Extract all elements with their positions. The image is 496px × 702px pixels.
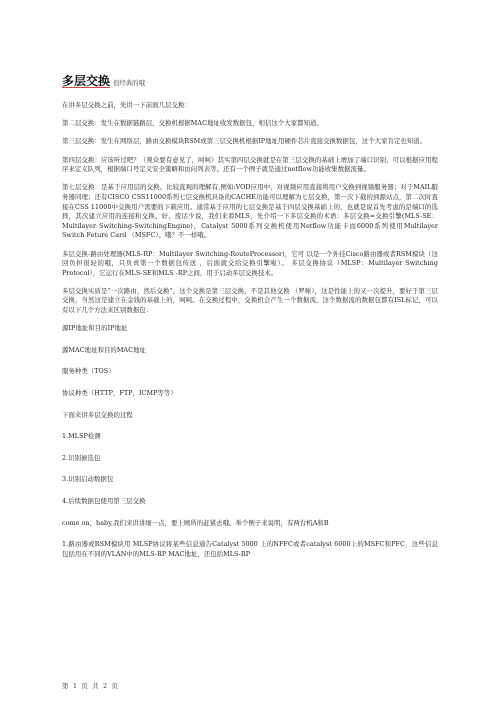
- document-title: 多层交换: [62, 74, 111, 88]
- list-item-src-dst-ip: 源IP地址和目的IP地址: [62, 324, 128, 333]
- paragraph-come-on: come on，baby,我们来讲讲细一点，要上厕所的赶紧去哦。举个例子来说明，有两台机A和B: [62, 518, 329, 527]
- list-item-step-1: 1.MLSP检测: [62, 432, 101, 441]
- paragraph-step-detail-1: 1.路由器或RSM模块用 MLSP协议将某些信息通告Catalyst 5000 上的NFFC或者catalyst 6000上的MSFC和PFC，这些信息包括用在不同的VLAN中的MLS-RP MAC地址，还包括MLS-RP: [62, 540, 438, 558]
- list-item-protocol: 协议种类（HTTP，FTP，ICMP等等）: [62, 389, 177, 398]
- paragraph-mls-rp: 多层交换-路由处理器(MLS-RP：Multilayer Switching-RouteProcessor)，它可 以是一个外挂Cisco路由器或者RSM模块（这回负担很轻的哦，只负责第一个数据包传送 ，后面就交给交换引擎啦）。 多层交换协议（MLSP：Multilayer Switching Protocol），它运行在MLS-SE和MLS -RP之间，用于启动多层交换技术。: [62, 249, 438, 277]
- title-row: [62, 70, 438, 89]
- paragraph-layer2: 第二层交换：发生在数据链路层，交换机根据MAC地址收发数据包，相信这个大家都知道。: [62, 119, 323, 128]
- paragraph-layer4: 第四层交换：应该听过吧？（观众要有意见了，呵呵）其实第四层交换就是在第三层交换的基础上增加了端口识别，可以根据应用程序来定义队列，根据端口号定义安全策略和访问列表等。还有一个例子就是通过netflow功能收集数据流量。: [62, 155, 438, 174]
- document-subtitle: 很经典的哦: [113, 79, 145, 87]
- list-item-step-2: 2.识别候选包: [62, 453, 101, 462]
- paragraph-intro: 在讲多层交换之前，先讲一下前面几层交换：: [62, 101, 191, 109]
- list-item-src-dst-mac: 源MAC地址和目的MAC地址: [62, 345, 146, 354]
- paragraph-layer7: 第七层交换：是基于应用层的交换。比较直观的理解有,例如:VOD应用中，对视频应用直接将用户交换到视频服务器；对于MAIL服务器同理；还有CISCO CSS11000系列七层交换机具备的CACHE功能可以理解为七层交换，第一次下载的到源站点，第二次时直接在CSS 11000中交换用户需要的下载应用。通常基于应用的七层交换是基于四层交换基础上的，也就是说首先考虑的是端口的选择，其次建立应用的连接和交换。好，废话少说，我们来看MLS，先介绍一下多层交换的术语：多层交换=交换引擎(MLS-SE：Multilayer Switching-SwitchingEngine)，Catalyst 5000系列交换机使用Netflow功能卡而6000系列使用Multilayer Switch Feture Card （MSFC）。哦？不一样哦。: [62, 183, 438, 240]
- page-footer: 第 1 页 共 2 页: [62, 682, 120, 690]
- list-item-step-3: 3.识别启动数据包: [62, 475, 114, 484]
- list-item-tos: 服务种类（TOS）: [62, 367, 115, 376]
- list-heading-process: 下面来讲多层交换的过程: [62, 410, 133, 419]
- paragraph-mls-essence: 多层交换实质是“一次路由，然后交换”，这个交换是第三层交换，不是其他交换 （罗嗦），这是性能上的又一次提升，要好于第三层交换，当然这是建立在金钱的基础上的，呵呵。在交换过程中，交换机会产生一个数据流，这个数据流的数据包都有ISL标记，可以有以下几个方法来区别数据包：: [62, 286, 438, 315]
- list-item-step-4: 4.后续数据包使用第三层交换: [62, 497, 146, 505]
- paragraph-layer3: 第三层交换：发生在网络层，路由交换模块RSM或第三层交换机根据IP地址用硬件芯片直接交换数据包，这个大家肯定也知道。: [62, 137, 427, 146]
